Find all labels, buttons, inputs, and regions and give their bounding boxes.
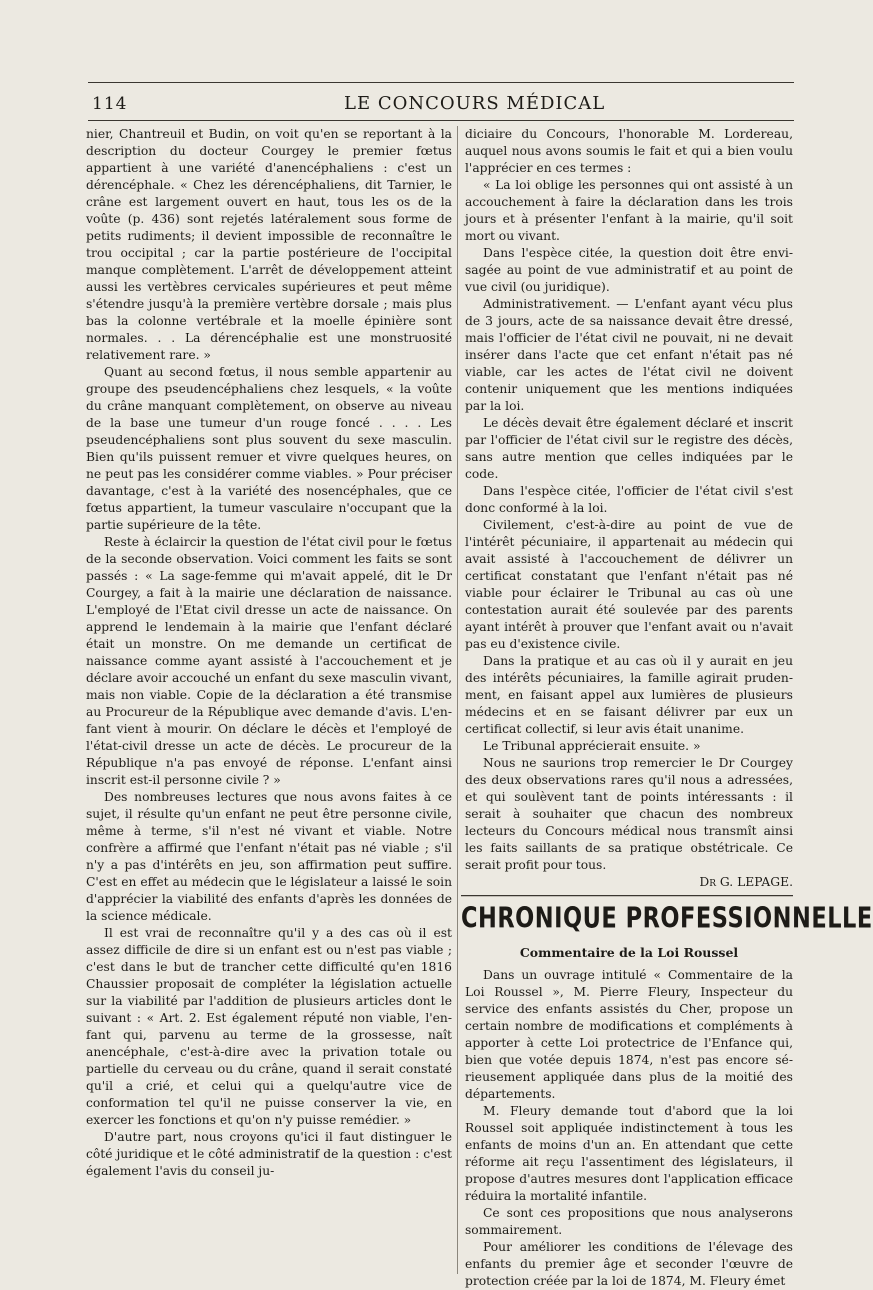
paragraph: Quant au second fœtus, il nous semble appartenir au groupe des pseudencéphaliens chez lesquels, « la voûte du crâne manquant complètement, on observe au niveau de la base une tumeur d'un rouge foncé . . . . Les pseudencéphaliens sont plus souvent du sexe masculin. Bien qu'ils puissent remuer et vivre quelques heures, on ne peut pas les considérer comme viables. » Pour préciser davantage, c'est à la variété des nosencéphales, que ce fœtus appartient, la tumeur vasculaire n'occupant que la partie supérieure de la tête.	[86, 365, 452, 532]
paragraph: Dans un ouvrage intitulé « Commentaire de la Loi Roussel », M. Pierre Fleury, Inspecteur du service des enfants assistés du Cher, propose un certain nombre de modifications et compléments à apporter à cette Loi protectrice de l'Enfance qui, bien que votée depuis 1874, n'est pas encore sérieusement appliquée dans plus de la moitié des départements.	[465, 968, 793, 1101]
top-rule	[88, 82, 794, 83]
paragraph: Reste à éclaircir la question de l'état civil pour le fœtus de la seconde observation. Voici comment les faits se sont passés : « La sage-femme qui m'avait appelé, dit le Dr Courgey, a fait à la mairie une déclaration de naissance. L'employé de l'Etat civil dresse un acte de naissance. On apprend le lendemain à la mairie que l'enfant déclaré était un monstre. On me demande un certificat de naissance comme ayant assisté à l'accouchement et je déclare avoir accouché un enfant du sexe masculin vivant, mais non viable. Copie de la déclaration a été transmise au Procureur de la République avec demande d'avis. L'enfant vient à mourir. On déclare le décès et l'employé de l'état-civil dresse un acte de décès. Le procureur de la République n'a pas envoyé de réponse. L'enfant ainsi inscrit est-il personne civile ? »	[86, 535, 452, 787]
section-title: CHRONIQUE PROFESSIONNELLE	[461, 895, 793, 946]
paragraph: D'autre part, nous croyons qu'ici il faut distinguer le côté juridique et le côté administratif de la question : c'est également l'avis du conseil ju-	[86, 1130, 452, 1178]
paragraph: diciaire du Concours, l'honorable M. Lordereau, auquel nous avons soumis le fait et qui a bien voulu l'apprécier en ces termes :	[465, 127, 793, 175]
paragraph: Civilement, c'est-à-dire au point de vue de l'intérêt pécuniaire, il appartenait au médecin qui avait assisté à l'accouchement de délivrer un certificat constatant que l'enfant n'était pas né viable pour éclairer le Tribunal au cas où une contestation aurait été soulevée par des parents ayant intérêt à prouver que l'enfant avait ou n'avait pas eu d'existence civile.	[465, 518, 793, 651]
paragraph: nier, Chantreuil et Budin, on voit qu'en se reportant à la description du docteur Courgey le premier fœtus appartient à une variété d'anencéphaliens : c'est un dérencéphale. « Chez les dérencéphaliens, dit Tarnier, le crâne est largement ouvert en haut, tous les os de la voûte (p. 436) sont rejetés latéralement sous forme de petits rudiments; il devient impossible de reconnaître le trou occipital ; car la partie postérieure de l'occipital manque complètement. L'arrêt de développement atteint aussi les vertèbres cervicales supérieures et peut même s'étendre jusqu'à la première vertèbre dorsale ; mais plus bas la colonne vertébrale et la moelle épinière sont normales. . . La dérencéphalie est une monstruosité relativement rare. »	[86, 127, 452, 362]
page-number: 114	[92, 94, 128, 114]
author-signature: Dr G. LEPAGE.	[699, 875, 793, 889]
paragraph: Dans l'espèce citée, la question doit être envisagée au point de vue administratif et au point de vue civil (ou juridique).	[465, 246, 793, 294]
paragraph: Le Tribunal apprécierait ensuite. »	[483, 739, 701, 753]
right-column	[461, 126, 873, 1288]
paragraph: Le décès devait être également déclaré et inscrit par l'officier de l'état civil sur le registre des décès, sans autre mention que celles indiquées par le code.	[465, 416, 793, 481]
journal-title: LE CONCOURS MÉDICAL	[344, 93, 606, 114]
paragraph: M. Fleury demande tout d'abord que la loi Roussel soit appliquée indistinctement à tous les enfants de moins d'un an. En attendant que cette réforme ait reçu l'assentiment des législateurs, il propose d'autres mesures dont l'application efficace réduira la mortalité infantile.	[465, 1104, 793, 1203]
paragraph: Dans la pratique et au cas où il y aurait en jeu des intérêts pécuniaires, la famille agirait prudenment, en faisant appel aux lumières de plusieurs médecins et en se faisant délivrer par eux un certificat collectif, si leur avis était unanime.	[465, 654, 793, 736]
left-column	[86, 126, 452, 1274]
paragraph: Nous ne saurions trop remercier le Dr Courgey des deux observations rares qu'il nous a adressées, et qui soulèvent tant de points intéressants : il serait à souhaiter que chacun des nombreux lecteurs du Concours médical nous transmît ainsi les faits saillants de sa pratique obstétricale. Ce serait profit pour tous.	[465, 756, 793, 872]
paragraph: Pour améliorer les conditions de l'élevage des enfants du premier âge et seconder l'œuvre de protection créée par la loi de 1874, M. Fleury émet	[465, 1240, 793, 1288]
paragraph: Il est vrai de reconnaître qu'il y a des cas où il est assez difficile de dire si un enfant est ou n'est pas viable ; c'est dans le but de trancher cette difficulté qu'en 1816 Chaussier proposait de compléter la législation actuelle sur la viabilité par l'addition de plusieurs articles dont le suivant : « Art. 2. Est également réputé non viable, l'enfant qui, parvenu au terme de la grossesse, naît anencéphale, c'est-à-dire avec la privation totale ou partielle du cerveau ou du crâne, quand il serait constaté qu'il a crié, et celui qui a quelqu'autre vice de conformation tel qu'il ne puisse conserver la vie, en exercer les fonctions et qu'on n'y puisse remédier. »	[86, 926, 452, 1127]
paragraph: « La loi oblige les personnes qui ont assisté à un accouchement à faire la déclaration dans les trois jours et à présenter l'enfant à la mairie, qu'il soit mort ou vivant.	[465, 178, 793, 243]
subsection-title: Commentaire de la Loi Roussel	[519, 945, 739, 960]
paragraph: Dans l'espèce citée, l'officier de l'état civil s'est donc conformé à la loi.	[465, 484, 793, 515]
column-divider	[457, 126, 458, 1274]
header-rule	[88, 120, 794, 121]
paragraph: Des nombreuses lectures que nous avons faites à ce sujet, il résulte qu'un enfant ne peut être personne civile, même à terme, s'il n'est né vivant et viable. Notre confrère a affirmé que l'enfant n'était pas né viable ; s'il n'y a pas d'intérêts en jeu, son affirmation peut suffire. C'est en effet au médecin que le législateur a laissé le soin d'apprécier la viabilité des enfants d'après les données de la science médicale.	[86, 790, 452, 923]
paragraph: Ce sont ces propositions que nous analyserons sommairement.	[465, 1206, 793, 1237]
paragraph: Administrativement. — L'enfant ayant vécu plus de 3 jours, acte de sa naissance devait être dressé, mais l'officier de l'état civil ne pouvait, ni ne devait insérer dans l'acte que cet enfant n'était pas né viable, car les actes de l'état civil ne doivent contenir uniquement que les mentions indiquées par la loi.	[465, 297, 793, 413]
